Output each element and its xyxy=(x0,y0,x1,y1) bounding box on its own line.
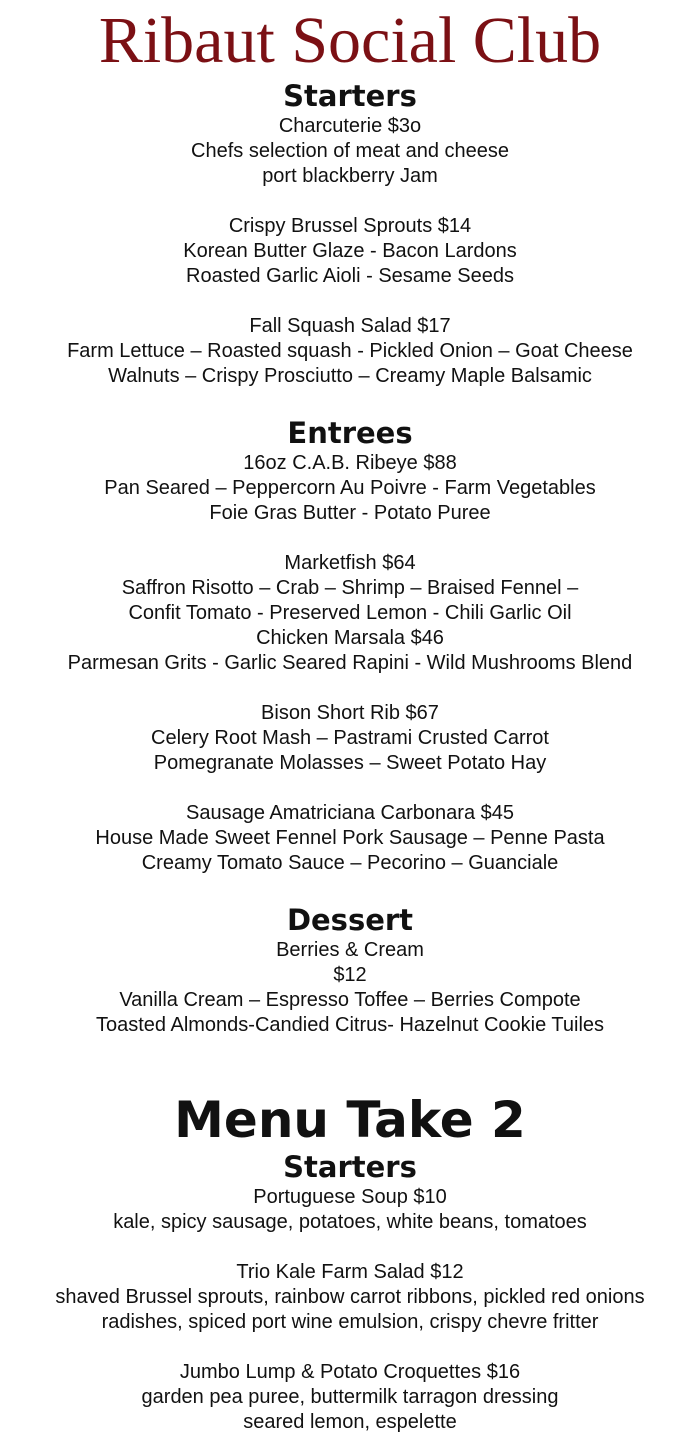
main-menu xyxy=(0,79,700,1038)
menu-item xyxy=(0,1360,700,1435)
menu-item xyxy=(0,214,700,289)
menu-item-name: Bison Short Rib $67 xyxy=(261,702,439,724)
menu-item xyxy=(0,451,700,526)
menu-item-description: shaved Brussel sprouts, rainbow carrot ribbons, pickled red onions xyxy=(55,1286,645,1308)
menu-section-starters xyxy=(0,79,700,389)
menu-item-description: Pan Seared – Peppercorn Au Poivre - Farm Vegetables xyxy=(104,477,596,499)
menu-item-description: Creamy Tomato Sauce – Pecorino – Guanciale xyxy=(141,852,559,874)
menu-item xyxy=(0,626,700,676)
menu-item-description: garden pea puree, buttermilk tarragon dressing xyxy=(141,1386,559,1408)
menu-item-name: Sausage Amatriciana Carbonara $45 xyxy=(186,802,514,824)
menu-item-description: radishes, spiced port wine emulsion, crispy chevre fritter xyxy=(101,1311,599,1333)
menu-item-name: Crispy Brussel Sprouts $14 xyxy=(228,215,472,237)
menu-item-name: Fall Squash Salad $17 xyxy=(249,315,451,337)
menu-item-description: Walnuts – Crispy Prosciutto – Creamy Maple Balsamic xyxy=(108,365,592,387)
menu-item-description: Celery Root Mash – Pastrami Crusted Carrot xyxy=(151,727,549,749)
menu-item-name: Trio Kale Farm Salad $12 xyxy=(236,1261,464,1283)
menu-item-description: Chefs selection of meat and cheese xyxy=(191,140,509,162)
menu-item-name: Marketfish $64 xyxy=(284,552,416,574)
menu-item-description: Foie Gras Butter - Potato Puree xyxy=(209,502,491,524)
menu-item xyxy=(0,1185,700,1235)
menu-item-description: Korean Butter Glaze - Bacon Lardons xyxy=(183,240,517,262)
menu-take-2-title: Menu Take 2 xyxy=(174,1091,526,1149)
menu-item xyxy=(0,551,700,626)
menu-item-name: Jumbo Lump & Potato Croquettes $16 xyxy=(179,1361,521,1383)
section-heading: Entrees xyxy=(287,416,413,450)
section-heading: Starters xyxy=(283,1150,417,1184)
menu-item-description: kale, spicy sausage, potatoes, white beans, tomatoes xyxy=(113,1211,587,1233)
menu-item-description: Confit Tomato - Preserved Lemon - Chili Garlic Oil xyxy=(128,602,572,624)
menu-item xyxy=(0,1260,700,1335)
menu-item-name: 16oz C.A.B. Ribeye $88 xyxy=(243,452,457,474)
section-heading: Dessert xyxy=(286,903,414,937)
menu-item-description: Saffron Risotto – Crab – Shrimp – Braised Fennel – xyxy=(121,577,579,599)
menu-item-description: Parmesan Grits - Garlic Seared Rapini - Wild Mushrooms Blend xyxy=(67,652,633,674)
menu-item-description: Roasted Garlic Aioli - Sesame Seeds xyxy=(186,265,514,287)
menu-item-description: Farm Lettuce – Roasted squash - Pickled Onion – Goat Cheese xyxy=(67,340,633,362)
menu-item xyxy=(0,938,700,1038)
menu-item xyxy=(0,114,700,189)
section-heading: Starters xyxy=(283,79,417,113)
menu-item xyxy=(0,314,700,389)
restaurant-title: Ribaut Social Club xyxy=(98,4,602,77)
menu-section-starters xyxy=(0,1150,700,1435)
menu-section-dessert xyxy=(0,903,700,1038)
menu-item-description: Toasted Almonds-Candied Citrus- Hazelnut Cookie Tuiles xyxy=(95,1014,605,1036)
menu-item-description: seared lemon, espelette xyxy=(243,1411,457,1433)
menu-item-description: Pomegranate Molasses – Sweet Potato Hay xyxy=(153,752,547,774)
menu-item-description: port blackberry Jam xyxy=(262,165,438,187)
menu-item xyxy=(0,701,700,776)
menu-item-description: House Made Sweet Fennel Pork Sausage – Penne Pasta xyxy=(95,827,605,849)
menu-section-entrees xyxy=(0,416,700,876)
menu-take-2 xyxy=(0,1150,700,1435)
menu-item-name: Chicken Marsala $46 xyxy=(256,627,444,649)
menu-item xyxy=(0,801,700,876)
menu-item-name: Portuguese Soup $10 xyxy=(253,1186,447,1208)
menu-item-description: $12 xyxy=(333,964,367,986)
menu-item-description: Vanilla Cream – Espresso Toffee – Berries Compote xyxy=(119,989,581,1011)
menu-item-name: Charcuterie $3o xyxy=(278,115,422,137)
menu-item-name: Berries & Cream xyxy=(276,939,424,961)
